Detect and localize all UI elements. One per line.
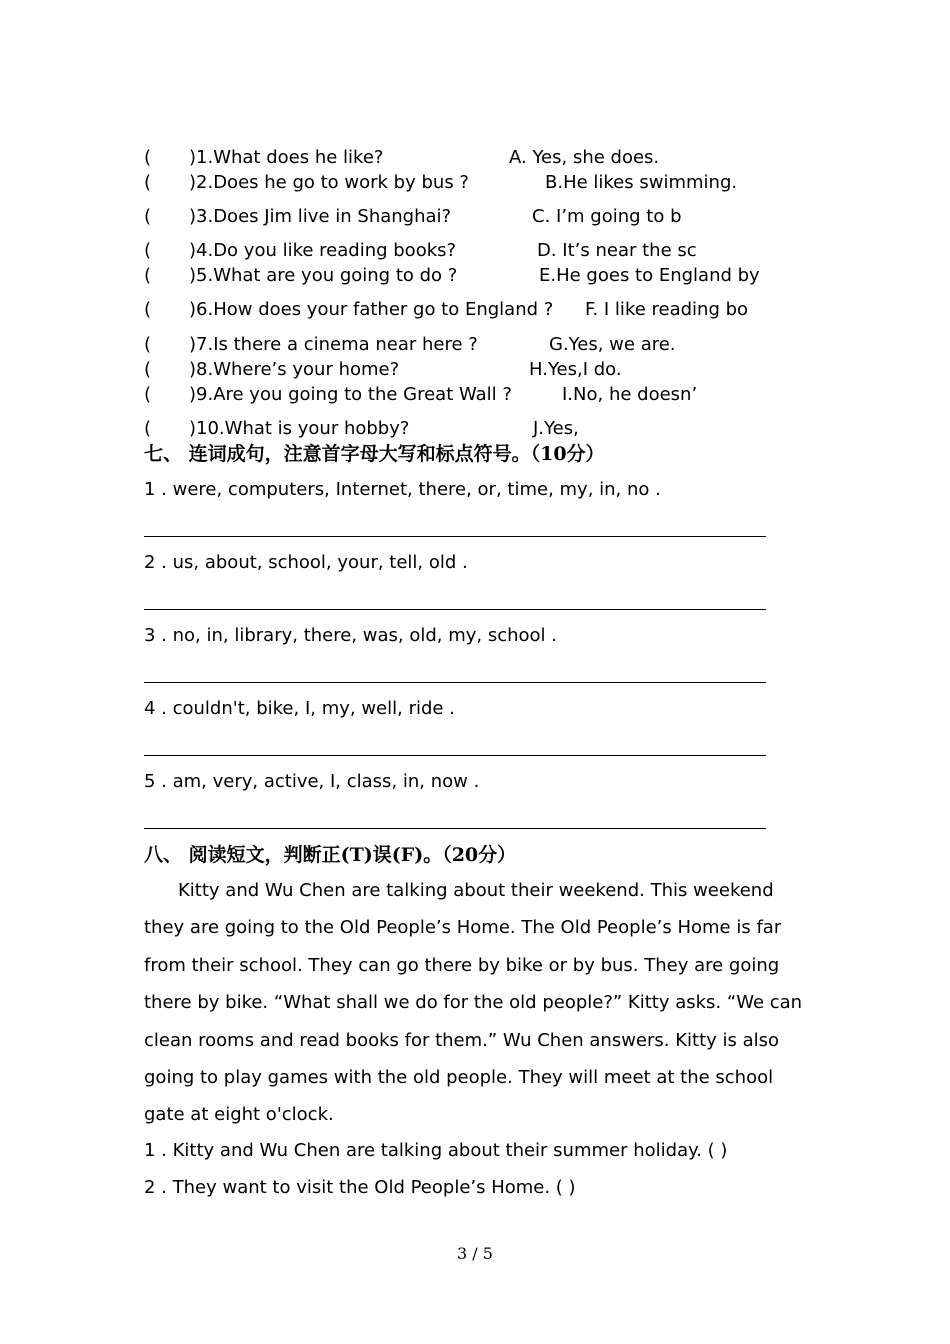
match-question: )2.Does he go to work by bus ? [189,172,469,193]
match-answer: I.No, he doesn’ [562,384,698,405]
match-answer: F. I like reading bo [585,299,749,320]
match-row: ( )7.Is there a cinema near here ? [144,334,478,355]
match-row: ( )3.Does Jim live in Shanghai? [144,206,452,227]
sentence-item: 3 . no, in, library, there, was, old, my, school . [144,625,557,646]
match-answer: A. Yes, she does. [509,147,660,168]
tf-question: 2 . They want to visit the Old People’s Home. ( ) [144,1177,576,1198]
sentence-item: 4 . couldn't, bike, I, my, well, ride . [144,698,455,719]
section7-title: 七、 连词成句，注意首字母大写和标点符号。（10分） [144,443,605,465]
match-answer: J.Yes, [533,418,579,439]
answer-line[interactable] [144,682,766,683]
answer-line[interactable] [144,536,766,537]
sentence-item: 2 . us, about, school, your, tell, old . [144,552,468,573]
match-row: ( )5.What are you going to do ? [144,265,458,286]
answer-line[interactable] [144,828,766,829]
match-row: ( )1.What does he like? [144,147,384,168]
match-row: ( )10.What is your hobby? [144,418,410,439]
match-row: ( )8.Where’s your home? [144,359,400,380]
match-answer: H.Yes,I do. [529,359,622,380]
section8-title: 八、 阅读短文，判断正(T)误(F)。（20分） [144,844,517,866]
match-answer: C. I’m going to b [532,206,682,227]
match-answer: D. It’s near the sc [537,240,697,261]
tf-question: 1 . Kitty and Wu Chen are talking about their summer holiday. ( ) [144,1140,728,1161]
match-question: )8.Where’s your home? [189,359,400,380]
match-row: ( )6.How does your father go to England ? [144,299,554,320]
match-row: ( )4.Do you like reading books? [144,240,457,261]
match-answer: E.He goes to England by [539,265,760,286]
answer-line[interactable] [144,609,766,610]
match-answer: G.Yes, we are. [549,334,676,355]
sentence-item: 5 . am, very, active, I, class, in, now . [144,771,480,792]
passage-text: Kitty and Wu Chen are talking about their weekend. This weekend they are going to the Old People’s Home. The Old People’s Home is far from their school. They can go there by bike or by bus. They are going there by bike. “What shall we do for the old people?” Kitty asks. “We can clean rooms and read books for them.” Wu Chen answers. Kitty is also going to play games with the old people. They will meet at the school gate at eight o'clock. [144,880,803,1126]
match-question: )7.Is there a cinema near here ? [189,334,478,355]
match-question: )3.Does Jim live in Shanghai? [189,206,452,227]
match-question: )6.How does your father go to England ? [189,299,554,320]
match-answer: B.He likes swimming. [545,172,738,193]
reading-passage [144,872,814,1134]
sentence-item: 1 . were, computers, Internet, there, or, time, my, in, no . [144,479,661,500]
match-question: )9.Are you going to the Great Wall ? [189,384,512,405]
page-number: 3 / 5 [457,1244,493,1263]
match-question: )1.What does he like? [189,147,384,168]
match-question: )5.What are you going to do ? [189,265,458,286]
match-row: ( )2.Does he go to work by bus ? [144,172,469,193]
match-question: )4.Do you like reading books? [189,240,457,261]
answer-line[interactable] [144,755,766,756]
match-question: )10.What is your hobby? [189,418,410,439]
match-row: ( )9.Are you going to the Great Wall ? [144,384,512,405]
